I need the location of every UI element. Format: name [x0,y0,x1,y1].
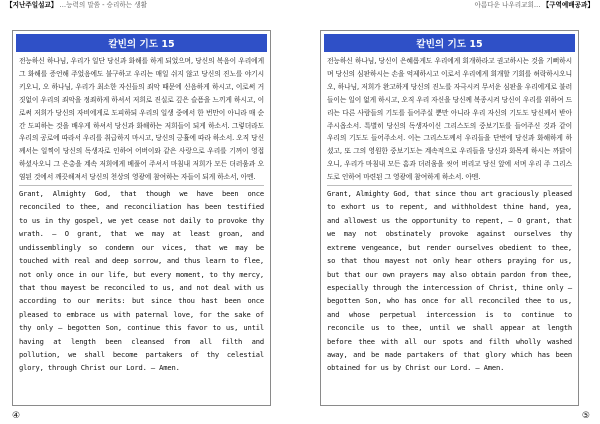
left-korean-text: 전능하신 하나님, 우리가 일단 당신과 화해를 하게 되었으며, 당신의 복음이 우리에게 그 화해를 증언해 주었음에도 불구하고 우리는 매일 쉬지 않고 당신의 진노를 야기시키오니, 오 하나님, 우리가 최소한 자신들의 죄악 때문에 신음하게 하시고, 이로써 거짓없이 우리의 죄악을 정죄하게 하셔서 저희로 진실로 깊은 슬픔을 느끼게 하시고, 이로써 저희가 당신의 자비에게로 도피하되 우리의 일생 중에서 한 번만이 아니라 매 순간 도피하는 것을 배우게 하셔서 당신과 화해하는 저희들이 되게 하소서. 그렇더라도 우리의 공로에 따라서 우리를 취급하지 마시고, 당신의 긍휼에 따라 하소서. 오직 당신께서는 일찍이 당신의 독생자로 인하여 어버이와 같은 사랑으로 우리를 기꺼이 영접하셨사오니 그 은총을 계속 저희에게 베풀어 주셔서 마침내 저희가 모든 더러움과 오염된 것에서 깨끗해져서 당신의 천상의 영광에 참여하는 자들이 되게 하소서, 아멘. [19,57,264,182]
right-title: 칼빈의 기도 15 [416,39,483,50]
right-page-number: ⑤ [581,411,590,421]
left-title: 칼빈의 기도 15 [108,39,175,50]
left-header-subtitle: …능력의 말씀 - 승리하는 생활 [59,1,147,9]
left-title-bar [16,34,267,52]
right-header-subtitle: 아름다운 나우리교회… [474,1,541,9]
right-korean-text: 전능하신 하나님, 당신이 은혜롭게도 우리에게 회개하라고 권고하시는 것을 기뻐하시며 당신의 심판하시는 손을 억제하시고 이로서 우리에게 회개할 기회를 허락하시오니 오, 하나님, 저희가 완고하게 당신의 진노를 자극시켜 무서운 심판을 우리에게로 불러들이는 일이 없게 하시고, 오직 우리 자신을 당신께 복종시켜 당신이 우리를 위하여 드리는 다른 사람들의 기도를 들어주실 뿐만 아니라 우리 자신의 기도도 당신께서 받아 주시옵소서. 특별히 당신의 독생자이신 그리스도의 중보기도를 들어주신 것과 같이 우리의 기도도 들어주소서. 이는 그리스도께서 우리들을 단번에 당신과 화해하게 하셨고, 또 그의 영원한 중보기도는 계속적으로 우리들을 당신과 화목케 하시는 까닭이오니, 우리가 마침내 모든 흠과 더러움을 씻어 버리고 당신 앞에 서며 우리 주 그리스도로 인하여 마련된 그 영광에 참여하게 하소서. 아멘. [327,57,572,182]
right-page [300,0,600,424]
right-prayer-box [320,30,579,406]
left-english-text: Grant, Almighty God, that though we have been once reconciled to thee, and reconciliation has been testified to us in thy gospel, we yet cease not daily to provoke thy wrath. — O grant, that we may at least groan, and undissemblingly so condemn our vices, that we may be touched with real and deep sorrow, and thus learn to flee, not only once in our life, but every moment, to thy mercy, that thou mayest be reconciled to us, and not deal with us according to our merits: but since thou hast been once pleased to embrace us with paternal love, for the sake of thy only — begotten Son, continue this favor to us, until having at length been cleansed from all filth and pollution, we shall become partakers of thy celestial glory, through Christ our Lord. — Amen. [19,189,264,373]
left-header-tag: 【지난주일설교】 [6,1,58,9]
right-header-tag: 【구역예배공과】 [542,1,594,9]
left-header [6,1,147,10]
right-english-text: Grant, Almighty God, that since thou art graciously pleased to exhort us to repent, and withholdest thine hand, yea, and allowest us the opportunity to repent, — O grant, that we may not obstinately provoke against ourselves thy extreme vengeance, but render ourselves obedient to thee, so that thou mayest not only hear others praying for us, but that our own prayers may also obtain pardon from thee, especially through the intercession of Christ, thine only — begotten Son, who has once for all reconciled thee to us, and whose perpetual intercession is to continue to reconcile us to thee, until we shall appear at length before thee with all our spots and filth wholly washed away, and be made partakers of that glory which has been obtained for us by Christ our Lord. — Amen. [327,189,572,373]
right-divider [327,185,572,186]
left-divider [19,185,264,186]
left-prayer-box [12,30,271,406]
left-page-number: ④ [12,411,21,421]
right-header [474,1,594,10]
right-title-bar [324,34,575,52]
